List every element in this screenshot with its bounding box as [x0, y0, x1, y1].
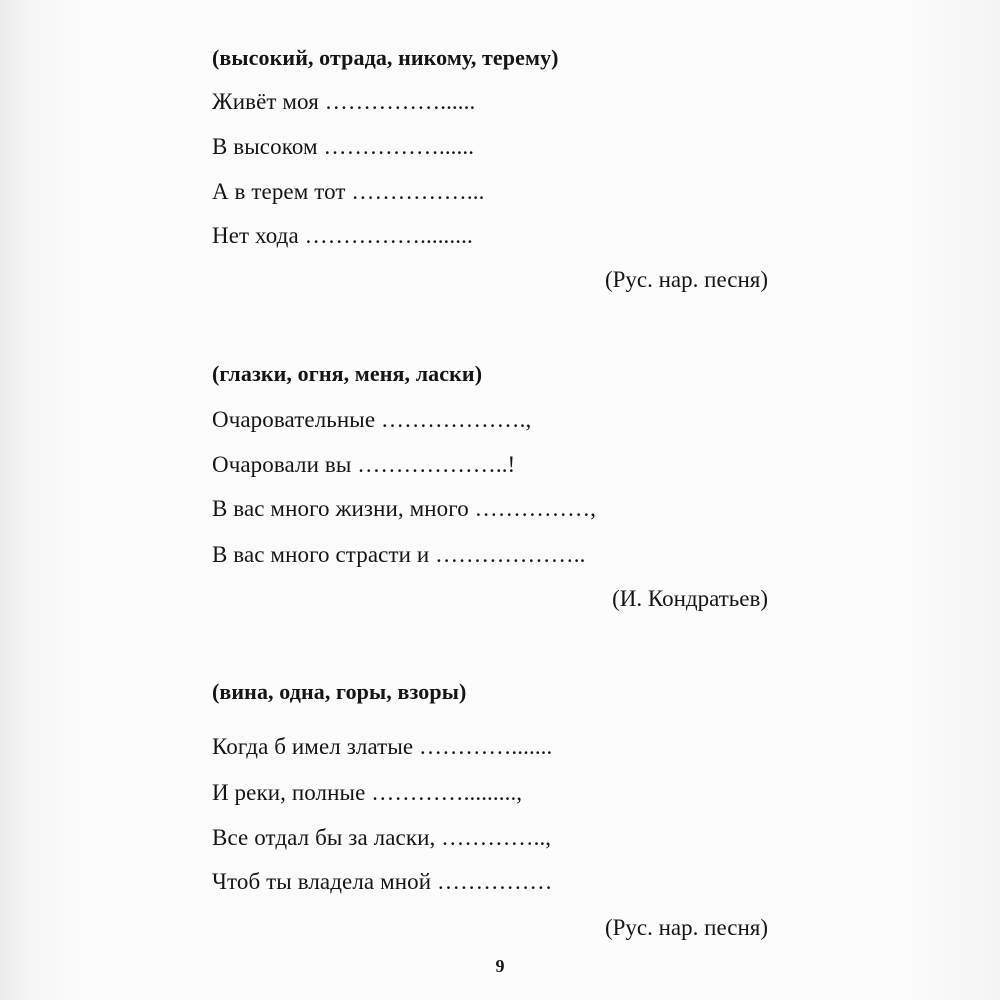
section-3-line-1: Когда б имел златые …………....... [212, 734, 553, 759]
section-1-heading: (высокий, отрада, никому, терему) [212, 45, 559, 70]
section-2-attribution: (И. Кондратьев) [612, 586, 768, 611]
section-1-line-1: Живёт моя ……………...... [212, 89, 476, 114]
section-3-heading: (вина, одна, горы, взоры) [212, 679, 467, 704]
section-3-line-4: Чтоб ты владела мной …………… [212, 869, 553, 894]
section-2-line-3: В вас много жизни, много ……………, [212, 496, 597, 521]
section-1-attribution: (Рус. нар. песня) [604, 267, 768, 292]
section-2-line-2: Очаровали вы ………………..! [212, 452, 516, 477]
section-3-line-2: И реки, полные …………........., [212, 780, 523, 805]
section-2-line-4: В вас много страсти и ……………….. [212, 542, 586, 567]
section-1-line-4: Нет хода ……………......... [212, 223, 473, 248]
section-2-heading: (глазки, огня, меня, ласки) [212, 361, 483, 386]
section-1-line-2: В высоком ……………...... [212, 134, 475, 159]
section-2-line-1: Очаровательные ………………., [212, 407, 532, 432]
section-3-line-3: Все отдал бы за ласки, ………….., [212, 825, 552, 850]
section-1-line-3: А в терем тот ……………... [212, 179, 485, 204]
section-3-attribution: (Рус. нар. песня) [604, 915, 768, 940]
page-number: 9 [495, 956, 505, 976]
